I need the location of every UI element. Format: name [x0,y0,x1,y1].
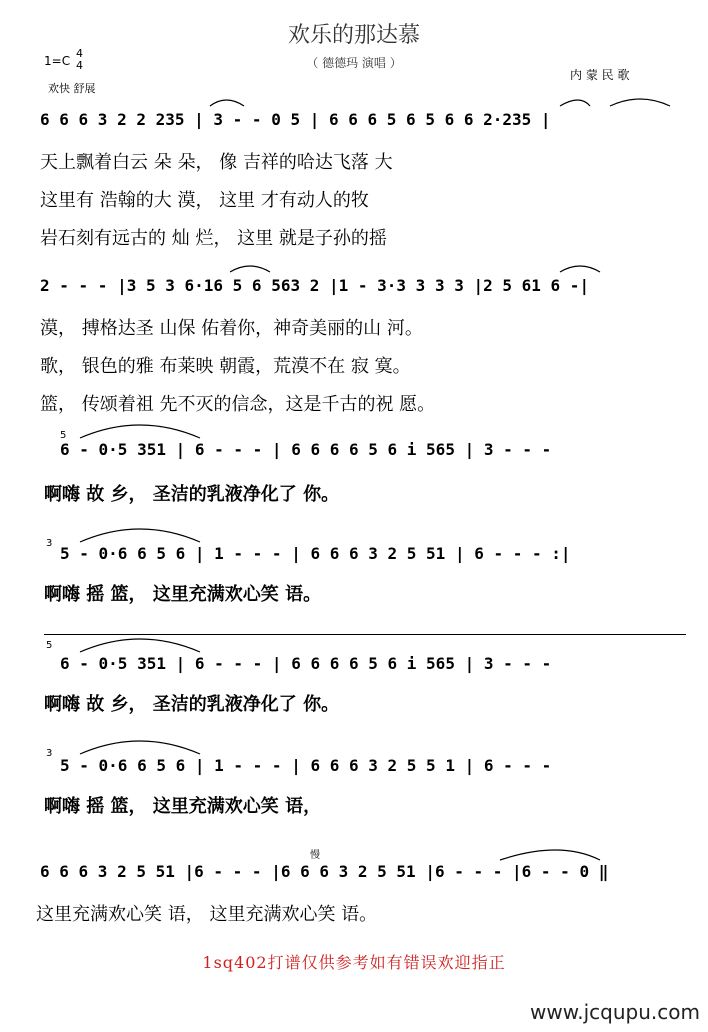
lyric-row-4: 啊嗨 摇 篮， 这里充满欢心笑 语。 [44,584,322,605]
slur [80,425,200,438]
slow-marking: 慢 [310,850,320,861]
performer-subtitle: （ 德德玛 演唱 ） [306,56,402,70]
lyric-row-2-verse-2: 歌， 银色的雅 布莱映 朝霞，荒漠不在 寂 寞。 [40,356,411,377]
song-title: 欢乐的那达慕 [287,23,420,48]
slur [560,266,600,272]
genre-label: 内 蒙 民 歌 [570,68,630,82]
time-top: 4 [76,47,83,60]
slur [80,741,200,754]
notation-row-4: 5 - 0·6 6 5 6 | 1 - - - | 6 6 6 3 2 5 51 | 6 - - - :| [60,544,571,563]
lyric-row-2-verse-1: 漠， 搏格达圣 山保 佑着你，神奇美丽的山 河。 [40,318,423,339]
notation-row-2: 2 - - - |3 5 3 6·16 5 6 563 2 |1 - 3·3 3 3 3 |2 5 61 6 -| [40,276,590,295]
notation-row-5: 6 - 0·5 351 | 6 - - - | 6 6 6 6 5 6 i 565 | 3 - - - [60,654,552,673]
lyric-row-3: 啊嗨 故 乡， 圣洁的乳液净化了 你。 [44,484,340,505]
time-bottom: 4 [76,59,83,72]
lyric-row-2-verse-3: 篮， 传颂着祖 先不灭的信念，这是千古的祝 愿。 [40,394,436,415]
lyric-row-6: 啊嗨 摇 篮， 这里充满欢心笑 语， [44,796,322,817]
slur [80,529,200,542]
lyric-row-7: 这里充满欢心笑 语， 这里充满欢心笑 语。 [36,904,378,925]
lyric-row-5: 啊嗨 故 乡， 圣洁的乳液净化了 你。 [44,694,340,715]
lyric-row-1-verse-1: 天上飘着白云 朵 朵， 像 吉祥的哈达飞落 大 [40,152,393,173]
notation-row-1: 6 6 6 3 2 2 235 | 3 - - 0 5 | 6 6 6 5 6 5 6 6 2·235 | [40,110,551,129]
grace-note-mark: 3 [46,538,53,549]
grace-note-mark: 5 [60,430,67,441]
lyric-row-1-verse-2: 这里有 浩翰的大 漠， 这里 才有动人的牧 [40,190,369,211]
notation-row-7: 6 6 6 3 2 5 51 |6 - - - |6 6 6 3 2 5 51 |6 - - - |6 - - 0 ‖ [40,862,609,881]
tempo-marking: 欢快 舒展 [48,82,96,95]
notation-row-3: 6 - 0·5 351 | 6 - - - | 6 6 6 6 5 6 i 565 | 3 - - - [60,440,552,459]
transcriber-credit: 1sq402打谱仅供参考如有错误欢迎指正 [202,953,506,972]
notation-row-6: 5 - 0·6 6 5 6 | 1 - - - | 6 6 6 3 2 5 5 1 | 6 - - - [60,756,552,775]
site-watermark: www.jcqupu.com [530,1000,700,1024]
lyric-row-1-verse-3: 岩石刻有远古的 灿 烂， 这里 就是子孙的摇 [40,228,387,249]
key-signature: 1=C [44,54,71,68]
slur [610,99,670,106]
slur [230,266,270,272]
slur [500,850,600,860]
grace-note-mark: 3 [46,748,53,759]
slur [560,100,590,106]
slur [210,100,244,106]
grace-note-mark: 5 [46,640,53,651]
slur [80,639,200,652]
